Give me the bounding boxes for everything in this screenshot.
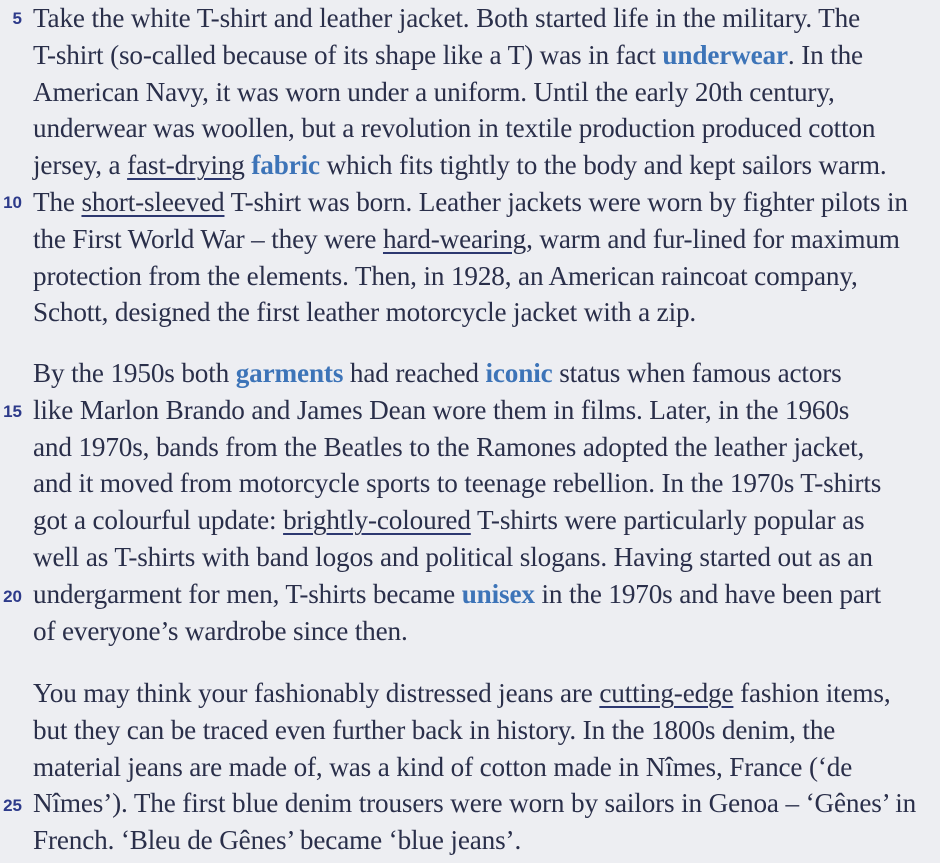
text-line (33, 675, 916, 712)
text-line (33, 392, 881, 429)
text-segment: You may think your fashionably distressed jeans are (33, 678, 600, 708)
text-line (33, 712, 916, 749)
text-segment: got a colourful update: (33, 505, 284, 536)
text-segment: protection from the elements. Then, in 1928, an American raincoat company, (33, 260, 858, 291)
text-line (33, 465, 881, 502)
text-line (33, 221, 908, 258)
text-segment: the First World War – they were (33, 223, 383, 254)
text-segment: status when famous actors (552, 358, 842, 388)
text-segment: material jeans are made of, was a kind of cotton made in Nîmes, France (‘de (33, 751, 853, 782)
text-segment: The (33, 186, 82, 217)
text-line (33, 294, 908, 331)
text-line (33, 184, 908, 221)
text-line (33, 429, 881, 466)
text-segment: French. ‘Bleu de Gênes’ became ‘blue jeans’. (33, 825, 522, 856)
text-segment: Schott, designed the first leather motorcycle jacket with a zip. (33, 297, 697, 328)
keyword-highlight: fabric (251, 150, 320, 181)
underlined-term: cutting-edge (599, 678, 734, 708)
text-line (33, 147, 908, 184)
text-segment: Take the white T-shirt and leather jacket. Both started life in the military. The (33, 3, 860, 33)
text-segment: T-shirt (so-called because of its shape like a T) was in fact (33, 39, 663, 70)
text-line (33, 576, 881, 613)
text-segment: By the 1950s both (33, 358, 236, 388)
keyword-highlight: garments (235, 358, 344, 388)
underlined-term: short-sleeved (81, 186, 225, 217)
text-segment: of everyone’s wardrobe since then. (33, 615, 408, 646)
text-line (33, 822, 916, 859)
text-line (33, 749, 916, 786)
text-segment: and it moved from motorcycle sports to teenage rebellion. In the 1970s T-shirts (33, 468, 882, 499)
text-line (33, 74, 908, 111)
underlined-term: fast-drying (127, 150, 245, 181)
text-segment: . In the (787, 39, 863, 70)
text-segment: jersey, a (33, 150, 128, 181)
underlined-term: brightly-coloured (283, 505, 471, 536)
text-segment: underwear was woollen, but a revolution in textile production produced cotton (33, 113, 876, 144)
paragraph-3 (33, 675, 916, 859)
text-segment: fashion items, (733, 678, 891, 708)
paragraph-1 (33, 0, 908, 331)
text-line (33, 0, 908, 37)
text-segment: T-shirt was born. Leather jackets were worn by fighter pilots in (224, 186, 908, 217)
line-number-25: 25 (3, 796, 22, 815)
line-number-10: 10 (3, 193, 22, 212)
line-number-15: 15 (3, 402, 22, 421)
text-line (33, 37, 908, 74)
keyword-highlight: unisex (461, 578, 535, 609)
text-segment: and 1970s, bands from the Beatles to the Ramones adopted the leather jacket, (33, 431, 865, 462)
paragraph-2 (33, 355, 881, 649)
text-segment: American Navy, it was worn under a uniform. Until the early 20th century, (33, 76, 835, 107)
text-segment: like Marlon Brando and James Dean wore them in films. Later, in the 1960s (33, 394, 850, 425)
text-segment: T-shirts were particularly popular as (470, 505, 865, 536)
text-segment: undergarment for men, T-shirts became (33, 578, 462, 609)
text-segment: but they can be traced even further back in history. In the 1800s denim, the (33, 714, 836, 745)
text-segment: , warm and fur-lined for maximum (526, 223, 900, 254)
text-segment: well as T-shirts with band logos and political slogans. Having started out as an (33, 541, 873, 572)
text-line (33, 355, 881, 392)
keyword-highlight: iconic (485, 358, 553, 388)
line-number-5: 5 (12, 9, 22, 28)
line-number-20: 20 (3, 587, 22, 606)
text-segment: which fits tightly to the body and kept sailors warm. (319, 150, 887, 181)
text-line (33, 110, 908, 147)
text-segment: had reached (343, 358, 486, 388)
text-line (33, 502, 881, 539)
text-line (33, 785, 916, 822)
text-line (33, 258, 908, 295)
text-segment: in the 1970s and have been part (534, 578, 882, 609)
text-line (33, 539, 881, 576)
text-line (33, 613, 881, 650)
keyword-highlight: underwear (662, 39, 788, 70)
text-segment: Nîmes’). The first blue denim trousers were worn by sailors in Genoa – ‘Gênes’ in (33, 788, 917, 819)
underlined-term: hard-wearing (382, 223, 527, 254)
